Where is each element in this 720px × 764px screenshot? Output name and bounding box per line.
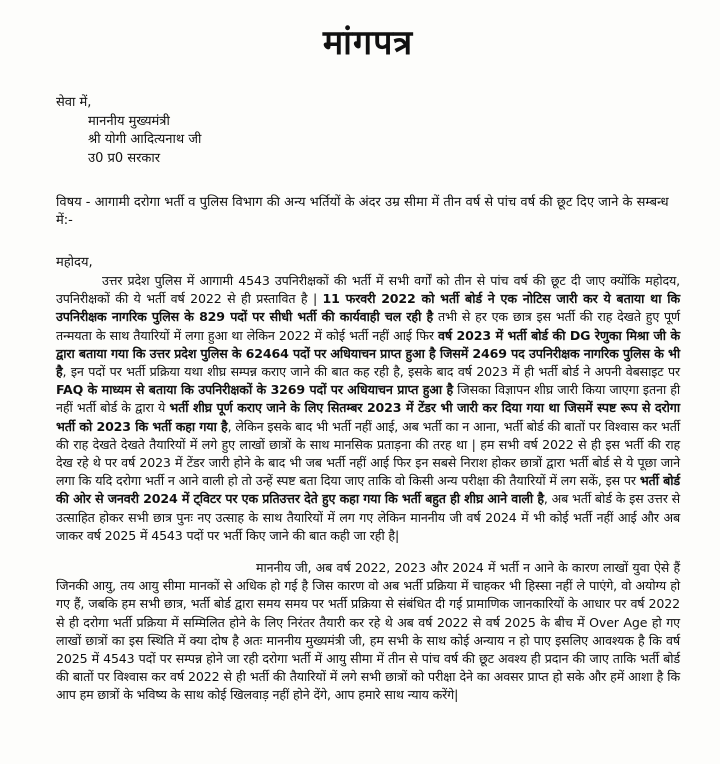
recipient (88, 113, 680, 169)
address-block (56, 94, 680, 168)
page-title: मांगपत्र (322, 23, 414, 63)
subject-line: विषय - आगामी दरोगा भर्ती व पुलिस विभाग की अन्य भर्तियों के अंदर उम्र सीमा में तीन वर्ष से पांच वर्ष की छूट दिए जाने के सम्बन्ध में:- (56, 195, 669, 228)
paragraph-2 (56, 559, 680, 705)
p1-seg: उत्तर प्रदेश पुलिस में आगामी 4543 उपनिरीक्षकों की भर्ती में सभी वर्गों को तीन से पांच वर्ष की छूट दी जाए क्योंकि महोदय, उपनिरीक्षकों की ये भर्ती वर्ष 2022 से ही प्रस्तावित है | (56, 273, 680, 307)
p1-seg: , अब भर्ती बोर्ड के इस उत्तर से उत्साहित होकर सभी छात्र पुनः नए उत्साह के साथ तैयारियों में लग गए लेकिन माननीय जी वर्ष 2024 में भी कोई भर्ती नहीं आई और अब जाकर वर्ष 2025 में 4543 पदों पर भर्ती किए जाने की बात कही जा रही है| (56, 491, 681, 543)
letter-page (0, 18, 720, 764)
p1-seg: वर्ष 2023 में भर्ती बोर्ड की DG रेणुका मिश्रा जी के द्वारा बताया गया कि उत्तर प्रदेश पुलिस के 62464 पदों पर अधियाचन प्राप्त हुआ है जिसमें 2469 पद उपनिरीक्षक नागरिक पुलिस के भी है (56, 327, 680, 380)
p1-seg: भर्ती बोर्ड की ओर से जनवरी 2024 में ट्विटर पर एक प्रतिउत्तर देते हुए कहा गया कि भर्ती बहुत ही शीघ्र आने वाली है (56, 473, 680, 507)
recipient-line-2: श्री योगी आदित्यनाथ जी (88, 132, 202, 147)
p2-text: माननीय जी, अब वर्ष 2022, 2023 और 2024 में भर्ती न आने के कारण लाखों युवा ऐसे हैं जिनकी आयु, तय आयु सीमा मानकों से अधिक हो गई है जिस कारण वो अब भर्ती प्रक्रिया में चाहकर भी हिस्सा नहीं ले पाएंगे, वो अयोग्य हो गए हैं, जबकि हम सभी छात्र, भर्ती बोर्ड द्वारा समय समय पर भर्ती प्रक्रिया से संबंधित दी गई प्रामाणिक जानकारियों के आधार पर वर्ष 2022 से ही दरोगा भर्ती प्रक्रिया में सम्मिलित होने के लिए निरंतर तैयारी कर रहे थे अब वर्ष 2022 से वर्ष 2025 के बीच में Over Age हो गए लाखों छात्रों का इस स्थिति में क्या दोष है अतः माननीय मुख्यमंत्री जी, हम सभी के साथ कोई अन्याय न हो पाए इसलिए आवश्यक है कि वर्ष 2025 में 4543 पदों पर सम्पन्न होने जा रही दरोगा भर्ती में आयु सीमा में तीन से पांच वर्ष की छूट अवश्य ही प्रदान की जाए ताकि भर्ती बोर्ड की बातों पर विश्वास कर वर्ष 2022 से ही भर्ती की तैयारियों में लगे सभी छात्रों को परीक्षा देने का अवसर प्राप्त हो सके और हमें आशा है कि आप हम छात्रों के भविष्य के साथ कोई खिलवाड़ नहीं होने देंगे, आप हमारे साथ न्याय करेंगे| (56, 560, 680, 703)
recipient-line-1: माननीय मुख्यमंत्री (88, 113, 170, 129)
address-to: सेवा में, (56, 95, 92, 110)
p1-seg: भर्ती शीघ्र पूर्ण कराए जाने के लिए सितम्बर 2023 में टेंडर भी जारी कर दिया गया था जिसमें स्पष्ट रूप से दरोगा भर्ती को 2023 कि भर्ती कहा गया है (56, 400, 680, 434)
p1-seg: , लेकिन इसके बाद भी भर्ती नहीं आई, अब भर्ती का न आना, भर्ती बोर्ड की बातों पर विश्वास कर भर्ती की राह देखते देखते तैयारियों में लगे हुए लाखों छात्रों के साथ मानसिक प्रताड़ना की तरह था | हम सभी वर्ष 2022 से ही इस भर्ती की राह देख रहे थे पर वर्ष 2023 में टेंडर जारी होने के बाद भी जब भर्ती नहीं आई फिर इन सबसे निराश होकर छात्रों द्वारा भर्ती बोर्ड से ये पूछा जाने लगा कि यदि दरोगा भर्ती न आने वाली हो तो उन्हें स्पष्ट बता दिया जाए ताकि वो किसी अन्य परीक्षा की तैयारियों में लग सकें, इस पर (56, 418, 680, 489)
paragraph-1 (56, 272, 680, 545)
salutation: महोदय, (56, 255, 93, 270)
p1-seg: , इन पदों पर भर्ती प्रक्रिया यथा शीघ्र सम्पन्न कराए जाने की बात कह रही है, इसके बाद वर्ष 2023 में ही भर्ती बोर्ड ने अपनी वेबसाइट पर (62, 364, 680, 380)
p1-seg: तभी से हर एक छात्र इस भर्ती की राह देखते हुए पूर्ण तन्मयता के साथ तैयारियों में लगा हुआ था लेकिन 2022 में कोई भर्ती नहीं आई फिर (56, 309, 681, 343)
p1-seg: 11 फरवरी 2022 को भर्ती बोर्ड ने एक नोटिस जारी कर ये बताया था कि उपनिरीक्षक नागरिक पुलिस के 829 पदों पर सीधी भर्ती की कार्यवाही चल रही है (56, 291, 680, 325)
recipient-line-3: उ0 प्र0 सरकार (88, 150, 161, 166)
p1-seg: जिसका विज्ञापन शीघ्र जारी किया जाएगा इतना ही नहीं भर्ती बोर्ड के द्वारा ये (56, 382, 680, 416)
p1-seg: FAQ के माध्यम से बताया कि उपनिरीक्षकों के 3269 पदों पर अधियाचन प्राप्त हुआ है (56, 382, 454, 398)
